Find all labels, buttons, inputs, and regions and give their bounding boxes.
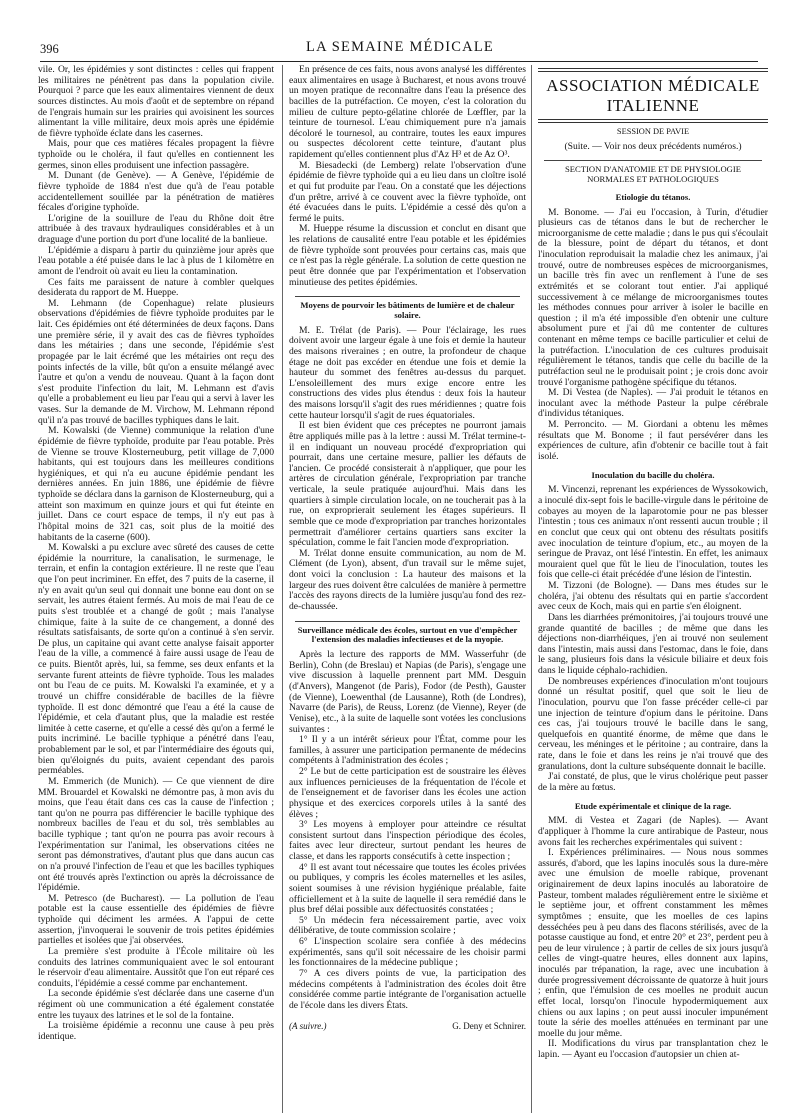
column-divider-2 xyxy=(531,65,532,1113)
column-3 xyxy=(538,65,768,1061)
paragraph: En présence de ces faits, nous avons analysé les différentes eaux alimentaires en usage à Bucharest, et nous avons trouvé un moyen pratique de reconnaître dans l'eau la présence des bacilles de la putréfaction. Ce moyen, c'est la coloration du milieu de culture pepto-gélatine chlorée de Lœffler, par la teinture de tournesol. L'eau chimiquement pure n'a jamais décoloré le tournesol, au contraire, toutes les eaux impures ou suspectes décolorent cette teinture, d'autant plus rapidement qu'elles contiennent plus d'Az H³ et de Az O³. xyxy=(289,64,526,160)
paragraph: M. Kowalski a pu exclure avec sûreté des causes de cette épidémie la nourriture, la canalisation, le surmenage, le terrain, et enfin la contagion extérieure. Il ne reste que l'eau que l'on peut incriminer. En effet, des 7 puits de la caserne, il n'y en avait qu'un seul qui donnait une bonne eau dont on se servait, les autres étaient fermés. Au mois de mai l'eau de ce puits s'est troublée et a changé de goût ; mais l'analyse chimique, faite à la suite de ce changement, a donné des résultats satisfaisants, de sorte qu'on a continué à s'en servir. De plus, un capitaine qui avant cette analyse faisait apporter l'eau de la ville, a commencé à faire aussi usage de l'eau de ce puits. Bientôt après, lui, sa femme, ses deux enfants et la servante furent atteints de fièvre typhoïde. Tous les malades ont bu l'eau de ce puits. M. Kowalski l'a examinée, et y a trouvé un chiffre considérable de bacilles de la fièvre typhoïde. Il est donc démontré que l'eau a été la cause de l'épidémie, et cela d'autant plus, que la maladie est restée limitée à cette caserne, et qu'elle a cessé dès qu'on a fermé le puits incriminé. Le bacille typhique a pénétré dans l'eau, probablement par le sol, et par l'intermédiaire des égouts qui, bien qu'éloignés du puits, avaient cependant des parois perméables. xyxy=(38,542,274,777)
paragraph: M. Di Vestea (de Naples). — J'ai produit le tétanos en inoculant avec la méthode Pasteur la pulpe cérébrale d'individus tétaniques. xyxy=(538,387,768,420)
column-divider-1 xyxy=(282,65,283,1113)
author-signature: G. Deny et Schnirer. xyxy=(452,1021,526,1032)
paragraph: Mais, pour que ces matières fécales propagent la fièvre typhoïde ou le choléra, il faut qu'elles en contiennent les germes, sinon elles produisent une infection passagère. xyxy=(38,138,274,171)
paragraph: 7° A ces divers points de vue, la participation des médecins compétents à l'administration des écoles doit être considérée comme partie intégrante de l'organisation actuelle de l'école dans les divers États. xyxy=(289,967,526,1011)
paragraph: M. Trélat donne ensuite communication, au nom de M. Clément (de Lyon), absent, d'un travail sur le même sujet, dont voici la conclusion : La hauteur des maisons et la largeur des rues doivent être calculées de manière à permettre l'accès des rayons directs de la lumière jusqu'au fond des rez-de-chaussée. xyxy=(289,547,526,612)
paragraph: La première s'est produite à l'École militaire où les conduits des latrines communiquaient avec le sol entourant le réservoir d'eau alimentaire. Aussitôt que l'on eut réparé ces conduits, l'épidémie a cessé comme par enchantement. xyxy=(38,945,274,989)
association-title: ASSOCIATION MÉDICALE ITALIENNE xyxy=(546,76,760,115)
column-1 xyxy=(38,65,274,1043)
paragraph: De nombreuses expériences d'inoculation m'ont toujours donné un résultat positif, quel que soit le lieu de l'inoculation, pourvu que l'on fasse précéder celle-ci par une injection de teinture d'opium dans le péritoine. Dans ces cas, j'ai toujours trouvé le bacille dans le sang, quelquefois en quantité énorme, de même que dans le cerveau, les méninges et le péritoine ; au contraire, dans la rate, dans le foie et dans les reins je n'ai trouvé que des granulations, dont la culture subséquente donnait le bacille. xyxy=(538,675,768,772)
paragraph: M. Emmerich (de Munich). — Ce que viennent de dire MM. Brouardel et Kowalski ne démontre pas, à mon avis du moins, que l'eau était dans ces cas la cause de l'infection ; tant qu'on ne pourra pas différencier le bacille typhique des nombreux bacilles de l'eau et du sol, très semblables au bacille typhique ; tant qu'on ne pourra pas avoir recours à l'expérimentation sur l'animal, les observations citées ne seront pas démonstratives, d'autant plus que dans aucun cas on n'a prouvé l'infection de l'eau et que les bacilles typhiques ont été trouvés après l'extinction ou après la décroissance de l'épidémie. xyxy=(38,775,274,894)
paragraph: MM. di Vestea et Zagari (de Naples). — Avant d'appliquer à l'homme la cure antirabique de Pasteur, nous avons fait les recherches expérimentales qui suivent : xyxy=(538,815,768,848)
section-heading: SECTION D'ANATOMIE ET DE PHYSIOLOGIE NORMALES ET PATHOLOGIQUES xyxy=(544,160,762,185)
paragraph: M. Bonome. — J'ai eu l'occasion, à Turin, d'étudier plusieurs cas de tétanos dans le but de rechercher le microorganisme de cette maladie ; dans le pus qui s'écoulait de la blessure, point de départ du tétanos, et dont l'inoculation reproduisait la maladie chez les animaux, j'ai trouvé, outre de nombreuses espèces de microorganismes, un bacille très fin avec un renflement à l'une de ses extrémités et se colorant tout entier. J'ai appliqué successivement à ce mélange de microorganismes toutes les méthodes connues pour arriver à isoler le bacille en question ; il m'a été impossible d'en obtenir une culture absolument pure et j'ai dû me contenter de cultures contenant en même temps ce bacille particulier et celui de la putréfaction. L'inoculation de ces cultures produisait régulièrement le tétanos, tandis que celle du bacille de la putréfaction seul ne le produisait point ; je crois donc avoir trouvé l'organisme pathogène spécifique du tétanos. xyxy=(538,206,768,388)
paragraph: Dans les diarrhées prémonitoires, j'ai toujours trouvé une grande quantité de bacilles ; de même que dans les déjections non-diarrhéiques, j'en ai trouvé non seulement dans l'intestin, mais aussi dans l'estomac, dans le foie, dans le sang, plusieurs fois dans la vésicule biliaire et deux fois dans le liquide céphalo-rachidien. xyxy=(538,611,768,677)
paragraph: M. Perroncito. — M. Giordani a obtenu les mêmes résultats que M. Bonome ; il faut persévérer dans les expériences de culture, afin d'obtenir ce bacille tout à fait isolé. xyxy=(538,419,768,462)
paragraph: M. Tizzoni (de Bologne). — Dans mes études sur le choléra, j'ai obtenu des résultats qui en partie s'accordent avec ceux de Koch, mais qui en partie s'en éloignent. xyxy=(538,580,768,613)
subsection-heading: Etiologie du tétanos. xyxy=(615,191,691,202)
paragraph: La seconde épidémie s'est déclarée dans une caserne d'un régiment où une communication a été également constatée entre les tuyaux des latrines et le sol de la fontaine. xyxy=(38,988,274,1021)
journal-title: LA SEMAINE MÉDICALE xyxy=(306,39,494,55)
paragraph: M. Vincenzi, reprenant les expériences de Wyssokowich, a inoculé dix-sept fois le bacille-virgule dans le péritoine de cobayes au moyen de la laparotomie pour ne pas blesser l'intestin ; tous ces animaux n'ont ressenti aucun trouble ; il en conclut que ceux qui ont obtenu des résultats positifs avec inoculation de teinture d'opium, etc., au moyen de la seringue de Pravaz, ont lésé l'intestin. En effet, les animaux mouraient quel que fût le lieu de l'inoculation, toutes les fois que celle-ci était précédée d'une lésion de l'intestin. xyxy=(538,484,768,581)
paragraph: La troisième épidémie a reconnu une cause à peu près identique. xyxy=(38,1020,274,1042)
paragraph: 4° Il est avant tout nécessaire que toutes les écoles privées ou publiques, y compris les écoles maternelles et les asiles, soient soumises à une révision hygiénique préalable, faite officiellement et à la suite de laquelle il sera remédié dans le plus bref délai possible aux défectuosités constatées ; xyxy=(289,861,526,916)
paragraph: M. Biesadecki (de Lemberg) relate l'observation d'une épidémie de fièvre typhoïde qui a eu lieu dans un cloître isolé et qui fut produite par l'eau. On a constaté que les déjections d'un prêtre, arrivé à ce couvent avec la fièvre typhoïde, ont été évacuées dans le puits. L'épidémie a cessé dès qu'on a fermé le puits. xyxy=(289,159,526,224)
paragraph: M. Kowalski (de Vienne) communique la relation d'une épidémie de fièvre typhoïde, produite par l'eau potable. Près de Vienne se trouve Klosterneuburg, petit village de 7,000 habitants, qui est toujours dans les meilleures conditions hygiéniques, et qui n'a eu aucune épidémie pendant les dernières années. En juin 1886, une épidémie de fièvre typhoïde se déclara dans la garnison de Klosterneuburg, qui a atteint son maximum en quinze jours et qui fut éteinte en juillet. Dans ce court espace de temps, il n'y eut pas à l'hôpital moins de 321 cas, soit plus de la moitié des habitants de la caserne (600). xyxy=(38,425,274,543)
article-footer xyxy=(289,1021,526,1032)
paragraph: Après la lecture des rapports de MM. Wasserfuhr (de Berlin), Cohn (de Breslau) et Napias (de Paris), s'engage une vive discussion à laquelle prennent part MM. Desguin (d'Anvers), Mangenot (de Paris), Fodor (de Pesth), Gauster (de Vienne), Loewenthal (de Lausanne), Roth (de Londres), Navarre (de Paris), de Reuss, Lorenz (de Vienne), Reyer (de Venise), etc., à la suite de laquelle sont votées les conclusions suivantes : xyxy=(289,649,526,735)
paragraph: vile. Or, les épidémies y sont distinctes : celles qui frappent les militaires ne pénètrent pas dans la population civile. Pourquoi ? parce que les eaux alimentaires viennent de deux sources distinctes. Au mois d'août et de septembre on répand de l'engrais humain sur les prairies qui avoisinent les sources alimentant la ville militaire, deux mois après une épidémie de fièvre typhoïde éclate dans les casernes. xyxy=(38,64,274,139)
paragraph: II. Modifications du virus par transplantation chez le lapin. — Ayant eu l'occasion d'autopsier un chien at- xyxy=(538,1038,768,1061)
paragraph: M. Hueppe résume la discussion et conclut en disant que les relations de causalité entre l'eau potable et les épidémies de fièvre typhoïde sont prouvées pour certains cas, mais que ce n'est pas la règle générale. La solution de cette question ne peut être donnée que par l'expérimentation et l'observation minutieuse des petites épidémies. xyxy=(289,223,526,288)
session-title: SESSION DE PAVIE xyxy=(616,127,690,136)
paragraph: I. Expériences préliminaires. — Nous nous sommes assurés, d'abord, que les lapins inoculés sous la dure-mère avec une émulsion de moelle rabique, provenant originairement de deux lapins inoculés au laboratoire de Pasteur, tombent malades régulièrement entre le sixième et le septième jour, et offrent constamment les mêmes symptômes ; ensuite, que les moelles de ces lapins desséchées peu à peu dans des flacons stérilisés, avec de la potasse caustique au fond, et entre 20° et 23°, perdent peu à peu de leur virulence ; à partir de celles de six jours jusqu'à celles de vingt-quatre heures, elles donnent aux lapins, inoculés par trépanation, la rage, avec une incubation à durée progressivement décroissante de quatorze à huit jours ; enfin, que l'émulsion de ces moelles ne produit aucun effet local, lorsqu'on l'inocule hypodermiquement aux chiens ou aux lapins ; on peut aussi inoculer impunément toute la série des moelles atténuées en terminant par une moelle du jour même. xyxy=(538,847,768,1039)
double-rule xyxy=(538,119,768,123)
paragraph: 6° L'inspection scolaire sera confiée à des médecins expérimentés, sans qu'il soit nécessaire de les choisir parmi les fonctionnaires de la médecine publique ; xyxy=(289,936,526,969)
page-number: 396 xyxy=(40,42,59,56)
subsection-heading: Etude expérimentale et clinique de la rage. xyxy=(574,800,732,811)
paragraph: 2° Le but de cette participation est de soustraire les élèves aux influences pernicieuses de la fréquentation de l'école et de l'enseignement et de favoriser dans les écoles une action physique et des exercices corporels utiles à la santé des élèves ; xyxy=(289,766,526,820)
section-heading: Moyens de pourvoir les bâtiments de lumière et de chaleur solaire. xyxy=(295,296,520,321)
subsection-heading: Inoculation du bacille du choléra. xyxy=(591,469,715,480)
paragraph: L'origine de la souillure de l'eau du Rhône doit être attribuée à des travaux hydrauliques considérables et à un draguage d'une portion du port d'une localité de la banlieue. xyxy=(38,212,274,245)
to-be-continued: (A suivre.) xyxy=(289,1021,327,1032)
section-heading: Surveillance médicale des écoles, surtout en vue d'empêcher l'extension des maladies infectieuses et de la myopie. xyxy=(295,621,520,646)
page-header xyxy=(36,0,764,62)
continuation-note: (Suite. — Voir nos deux précédents numéros.) xyxy=(564,140,742,152)
paragraph: 5° Un médecin fera nécessairement partie, avec voix délibérative, de toute commission scolaire ; xyxy=(289,914,526,937)
paragraph: 1° Il y a un intérêt sérieux pour l'État, comme pour les familles, à assurer une participation permanente de médecins compétents à l'administration des écoles ; xyxy=(289,734,526,767)
paragraph: J'ai constaté, de plus, que le virus cholérique peut passer de la mère au fœtus. xyxy=(538,771,768,793)
paragraph: L'épidémie a disparu à partir du quinzième jour après que l'eau potable a été puisée dans le lac à plus de 1 kilomètre en amont de l'endroit où avait eu lieu la contamination. xyxy=(38,244,274,277)
double-rule xyxy=(538,68,768,72)
header-rule xyxy=(40,61,758,62)
paragraph: 3° Les moyens à employer pour atteindre ce résultat consistent surtout dans l'inspection périodique des écoles, faites avec leur directeur, surtout pendant les heures de classe, et dans les rapports consécutifs à cette inspection ; xyxy=(289,819,526,863)
paragraph: M. Dunant (de Genève). — A Genève, l'épidémie de fièvre typhoïde de 1884 n'est due qu'à de l'eau potable accidentellement souillée par la pénétration de matières fécales d'origine typhoïde. xyxy=(38,170,274,214)
paragraph: Il est bien évident que ces préceptes ne pourront jamais être appliqués mille pas à la lettre : aussi M. Trélat termine-t-il en indiquant un nouveau procédé d'expropriation qui pourrait, dans une certaine mesure, pallier les défauts de l'ancien. Ce procédé consisterait à n'appliquer, que pour les artères de circulation générale, l'expropriation par tranche verticale, la seule pratiquée aujourd'hui. Mais dans les quartiers à simple circulation locale, on ne toucherait pas à la rue, on exproprierait seulement les étages supérieurs. Il semble que ce mode d'expropriation par tranches horizontales permettrait d'améliorer certains quartiers sans exciter la spéculation, comme le fait l'ancien mode d'expropriation. xyxy=(289,420,526,549)
paragraph: M. E. Trélat (de Paris). — Pour l'éclairage, les rues doivent avoir une largeur égale à une fois et demie la hauteur des maisons riveraines ; en outre, la profondeur de chaque étage ne doit pas excéder en étendue une fois et demie la hauteur du sommet des fenêtres au-dessus du parquet. L'ensoleillement des murs exige encore entre les constructions des vides plus étendus : deux fois la hauteur des maisons lorsqu'il s'agit des rues méridiennes ; quatre fois cette hauteur lorsqu'il s'agit de rues équatoriales. xyxy=(289,324,526,421)
paragraph: M. Lehmann (de Copenhague) relate plusieurs observations d'épidémies de fièvre typhoïde produites par le lait. Ces épidémies ont été déterminées de deux façons. Dans une première série, il y avait des cas de fièvres typhoïdes dans les métairies ; dans une seconde, l'épidémie s'est propagée par le lait écrémé que les métairies ont reçu des points infectés de la ville, bût qu'on a ensuite mélangé avec l'autre et qu'on a vendu de nouveau. Quant à la façon dont s'est produite l'infection du lait, M. Lehmann est d'avis qu'elle a probablement eu lieu par l'eau qui a servi à laver les vases. Sur la demande de M. Virchow, M. Lehmann répond qu'il n'a pas trouvé de bacilles typhiques dans le lait. xyxy=(38,297,274,426)
column-2 xyxy=(289,65,526,1032)
paragraph: M. Petresco (de Bucharest). — La pollution de l'eau potable est la cause essentielle des épidémies de fièvre typhoïde qui déciment les armées. A l'appui de cette assertion, j'invoquerai le souvenir de trois petites épidémies partielles et isolées que j'ai observées. xyxy=(38,892,274,947)
paragraph: Ces faits me paraissent de nature à combler quelques desiderata du rapport de M. Hueppe. xyxy=(38,276,274,299)
